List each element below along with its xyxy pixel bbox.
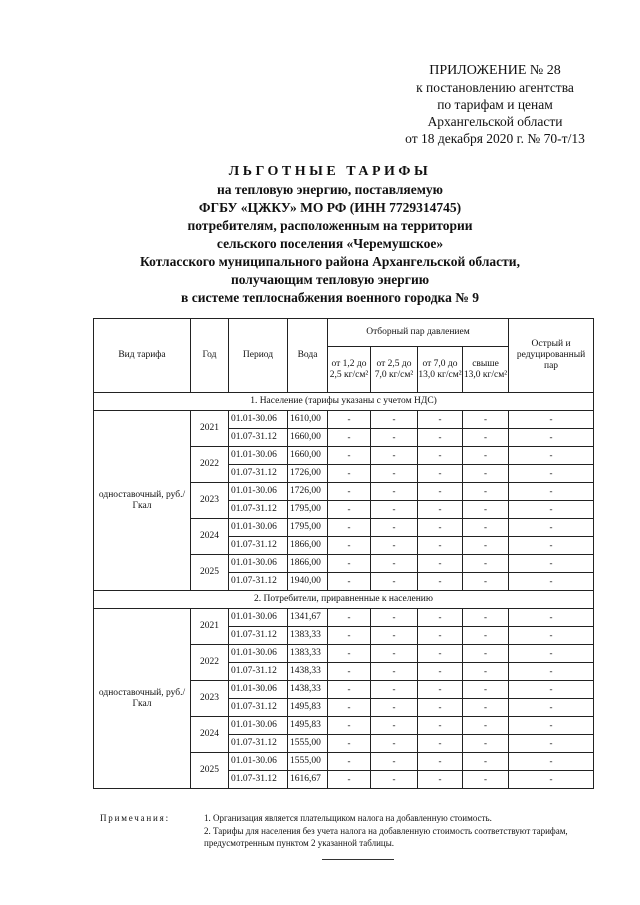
dash-cell: -: [418, 573, 463, 591]
water-tariff-cell: 1555,00: [288, 753, 328, 771]
dash-cell: -: [328, 663, 371, 681]
section-row: [94, 591, 594, 609]
notes-label: Примечания:: [100, 813, 170, 823]
dash-cell: -: [371, 483, 418, 501]
period-cell: 01.07-31.12: [229, 465, 288, 483]
period-cell: 01.07-31.12: [229, 501, 288, 519]
dash-cell: -: [463, 555, 509, 573]
dash-cell: -: [509, 537, 594, 555]
dash-cell: -: [463, 717, 509, 735]
dash-cell: -: [509, 753, 594, 771]
dash-cell: -: [328, 573, 371, 591]
year-cell: 2021: [191, 609, 229, 645]
appendix-line: по тарифам и ценам: [437, 97, 553, 112]
year-cell: 2022: [191, 645, 229, 681]
dash-cell: -: [463, 753, 509, 771]
dash-cell: -: [371, 663, 418, 681]
dash-cell: -: [509, 429, 594, 447]
dash-cell: -: [418, 429, 463, 447]
dash-cell: -: [463, 501, 509, 519]
dash-cell: -: [328, 537, 371, 555]
appendix-header: [370, 62, 620, 147]
dash-cell: -: [371, 411, 418, 429]
water-tariff-cell: 1660,00: [288, 447, 328, 465]
dash-cell: -: [418, 483, 463, 501]
header-sharp-steam: Острый и редуцированный пар: [509, 319, 594, 393]
dash-cell: -: [463, 699, 509, 717]
dash-cell: -: [418, 519, 463, 537]
period-cell: 01.07-31.12: [229, 627, 288, 645]
title-heading: ЛЬГОТНЫЕ ТАРИФЫ: [228, 164, 432, 179]
period-cell: 01.01-30.06: [229, 555, 288, 573]
dash-cell: -: [509, 501, 594, 519]
dash-cell: -: [371, 429, 418, 447]
dash-cell: -: [328, 609, 371, 627]
dash-cell: -: [418, 699, 463, 717]
dash-cell: -: [418, 663, 463, 681]
water-tariff-cell: 1438,33: [288, 681, 328, 699]
dash-cell: -: [509, 573, 594, 591]
dash-cell: -: [418, 501, 463, 519]
period-cell: 01.01-30.06: [229, 681, 288, 699]
water-tariff-cell: 1610,00: [288, 411, 328, 429]
period-cell: 01.07-31.12: [229, 537, 288, 555]
dash-cell: -: [509, 681, 594, 699]
water-tariff-cell: 1795,00: [288, 519, 328, 537]
dash-cell: -: [509, 645, 594, 663]
dash-cell: -: [509, 627, 594, 645]
document-title: [60, 163, 600, 307]
dash-cell: -: [371, 609, 418, 627]
dash-cell: -: [418, 609, 463, 627]
title-line: Котласского муниципального района Архангельской области,: [140, 254, 520, 269]
section-title: 1. Население (тарифы указаны с учетом НДС): [94, 393, 594, 411]
water-tariff-cell: 1866,00: [288, 555, 328, 573]
period-cell: 01.01-30.06: [229, 717, 288, 735]
water-tariff-cell: 1341,67: [288, 609, 328, 627]
dash-cell: -: [463, 663, 509, 681]
water-tariff-cell: 1795,00: [288, 501, 328, 519]
dash-cell: -: [328, 735, 371, 753]
appendix-date: от 18 декабря 2020 г. № 70-т/13: [405, 131, 585, 146]
dash-cell: -: [328, 717, 371, 735]
dash-cell: -: [463, 771, 509, 789]
water-tariff-cell: 1616,67: [288, 771, 328, 789]
year-cell: 2025: [191, 753, 229, 789]
dash-cell: -: [463, 645, 509, 663]
dash-cell: -: [328, 771, 371, 789]
dash-cell: -: [371, 645, 418, 663]
dash-cell: -: [509, 519, 594, 537]
dash-cell: -: [509, 609, 594, 627]
dash-cell: -: [328, 627, 371, 645]
dash-cell: -: [509, 465, 594, 483]
dash-cell: -: [509, 663, 594, 681]
dash-cell: -: [371, 573, 418, 591]
water-tariff-cell: 1495,83: [288, 699, 328, 717]
dash-cell: -: [418, 447, 463, 465]
dash-cell: -: [328, 483, 371, 501]
section-row: [94, 393, 594, 411]
title-line: в системе теплоснабжения военного городка № 9: [181, 290, 479, 305]
table-row: [94, 411, 594, 429]
dash-cell: -: [463, 447, 509, 465]
year-cell: 2025: [191, 555, 229, 591]
period-cell: 01.01-30.06: [229, 645, 288, 663]
header-steam-3: от 7,0 до 13,0 кг/см²: [418, 347, 463, 393]
header-water: Вода: [288, 319, 328, 393]
dash-cell: -: [371, 501, 418, 519]
header-year: Год: [191, 319, 229, 393]
table-row: [94, 609, 594, 627]
dash-cell: -: [463, 537, 509, 555]
header-steam-1: от 1,2 до 2,5 кг/см²: [328, 347, 371, 393]
dash-cell: -: [418, 717, 463, 735]
title-line: сельского поселения «Черемушское»: [216, 236, 444, 251]
dash-cell: -: [328, 753, 371, 771]
water-tariff-cell: 1383,33: [288, 645, 328, 663]
dash-cell: -: [509, 699, 594, 717]
dash-cell: -: [371, 717, 418, 735]
dash-cell: -: [509, 735, 594, 753]
tariff-table: [93, 318, 594, 789]
dash-cell: -: [328, 681, 371, 699]
dash-cell: -: [371, 555, 418, 573]
dash-cell: -: [463, 429, 509, 447]
period-cell: 01.07-31.12: [229, 663, 288, 681]
header-period: Период: [229, 319, 288, 393]
title-line: потребителям, расположенным на территории: [187, 218, 473, 233]
dash-cell: -: [509, 411, 594, 429]
year-cell: 2024: [191, 519, 229, 555]
dash-cell: -: [463, 627, 509, 645]
dash-cell: -: [328, 645, 371, 663]
year-cell: 2023: [191, 681, 229, 717]
water-tariff-cell: 1866,00: [288, 537, 328, 555]
dash-cell: -: [328, 699, 371, 717]
title-line: на тепловую энергию, поставляемую: [217, 182, 443, 197]
dash-cell: -: [328, 429, 371, 447]
dash-cell: -: [328, 519, 371, 537]
dash-cell: -: [509, 717, 594, 735]
dash-cell: -: [418, 411, 463, 429]
water-tariff-cell: 1940,00: [288, 573, 328, 591]
dash-cell: -: [463, 735, 509, 753]
dash-cell: -: [371, 753, 418, 771]
period-cell: 01.01-30.06: [229, 753, 288, 771]
period-cell: 01.07-31.12: [229, 699, 288, 717]
note-item: 1. Организация является плательщиком налога на добавленную стоимость.: [204, 813, 492, 823]
water-tariff-cell: 1495,83: [288, 717, 328, 735]
dash-cell: -: [418, 627, 463, 645]
dash-cell: -: [418, 735, 463, 753]
dash-cell: -: [371, 465, 418, 483]
dash-cell: -: [371, 699, 418, 717]
dash-cell: -: [509, 447, 594, 465]
dash-cell: -: [371, 735, 418, 753]
dash-cell: -: [418, 681, 463, 699]
dash-cell: -: [463, 519, 509, 537]
section-title: 2. Потребители, приравненные к населению: [94, 591, 594, 609]
period-cell: 01.01-30.06: [229, 519, 288, 537]
water-tariff-cell: 1726,00: [288, 483, 328, 501]
dash-cell: -: [418, 537, 463, 555]
dash-cell: -: [463, 609, 509, 627]
dash-cell: -: [463, 411, 509, 429]
dash-cell: -: [463, 573, 509, 591]
dash-cell: -: [509, 771, 594, 789]
appendix-number: ПРИЛОЖЕНИЕ № 28: [429, 63, 561, 78]
note-item: 2. Тарифы для населения без учета налога на добавленную стоимость соответствуют тарифам, предусмотренным пунктом 2 указанной таблицы.: [204, 825, 568, 848]
header-tariff-type: Вид тарифа: [94, 319, 191, 393]
title-line: получающим тепловую энергию: [230, 272, 430, 287]
appendix-line: к постановлению агентства: [416, 80, 574, 95]
footer-divider: [322, 859, 394, 860]
dash-cell: -: [463, 681, 509, 699]
period-cell: 01.07-31.12: [229, 573, 288, 591]
dash-cell: -: [418, 753, 463, 771]
period-cell: 01.01-30.06: [229, 609, 288, 627]
dash-cell: -: [418, 645, 463, 663]
tariff-type-cell: одноставочный, руб./Гкал: [94, 609, 191, 789]
dash-cell: -: [371, 627, 418, 645]
dash-cell: -: [418, 465, 463, 483]
dash-cell: -: [371, 519, 418, 537]
header-steam-group: Отборный пар давлением: [328, 319, 509, 347]
dash-cell: -: [328, 501, 371, 519]
water-tariff-cell: 1660,00: [288, 429, 328, 447]
dash-cell: -: [371, 681, 418, 699]
period-cell: 01.07-31.12: [229, 771, 288, 789]
dash-cell: -: [418, 555, 463, 573]
header-steam-4: свыше 13,0 кг/см²: [463, 347, 509, 393]
period-cell: 01.07-31.12: [229, 429, 288, 447]
dash-cell: -: [328, 465, 371, 483]
appendix-line: Архангельской области: [427, 114, 563, 129]
dash-cell: -: [418, 771, 463, 789]
dash-cell: -: [328, 411, 371, 429]
title-line: ФГБУ «ЦЖКУ» МО РФ (ИНН 7729314745): [198, 200, 462, 215]
water-tariff-cell: 1438,33: [288, 663, 328, 681]
water-tariff-cell: 1726,00: [288, 465, 328, 483]
period-cell: 01.07-31.12: [229, 735, 288, 753]
dash-cell: -: [328, 555, 371, 573]
period-cell: 01.01-30.06: [229, 483, 288, 501]
dash-cell: -: [463, 483, 509, 501]
period-cell: 01.01-30.06: [229, 411, 288, 429]
tariff-type-cell: одноставочный, руб./Гкал: [94, 411, 191, 591]
dash-cell: -: [509, 483, 594, 501]
period-cell: 01.01-30.06: [229, 447, 288, 465]
year-cell: 2023: [191, 483, 229, 519]
dash-cell: -: [371, 447, 418, 465]
dash-cell: -: [509, 555, 594, 573]
water-tariff-cell: 1383,33: [288, 627, 328, 645]
dash-cell: -: [328, 447, 371, 465]
year-cell: 2024: [191, 717, 229, 753]
header-steam-2: от 2,5 до 7,0 кг/см²: [371, 347, 418, 393]
dash-cell: -: [371, 537, 418, 555]
dash-cell: -: [371, 771, 418, 789]
dash-cell: -: [463, 465, 509, 483]
water-tariff-cell: 1555,00: [288, 735, 328, 753]
year-cell: 2021: [191, 411, 229, 447]
year-cell: 2022: [191, 447, 229, 483]
